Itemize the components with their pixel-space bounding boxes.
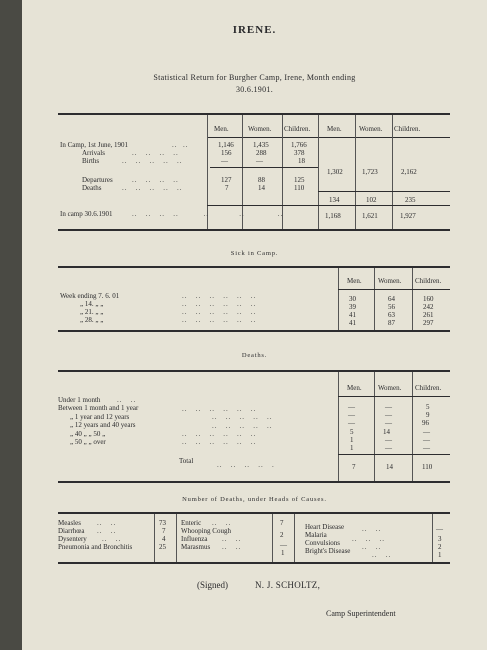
total-children: 2,162: [401, 168, 417, 176]
row-label-end: In camp 30.6.1901: [60, 210, 113, 218]
cause-value: 7: [162, 527, 166, 535]
cell: 41: [349, 319, 356, 327]
cause-label: Convulsions: [305, 539, 341, 547]
deaths-total-children: 110: [422, 463, 433, 471]
cell: 1,766: [291, 141, 307, 149]
deaths-header-women: Women.: [378, 384, 402, 392]
col-header-women: Women.: [248, 125, 272, 133]
subtracted-men: 134: [329, 196, 340, 204]
cell: 5: [426, 403, 430, 411]
cell: 9: [426, 411, 430, 419]
deaths-heading: Deaths.: [241, 352, 268, 359]
col-header-women-total: Women.: [359, 125, 383, 133]
cause-label: Whooping Cough: [181, 527, 231, 535]
cause-value: 2: [280, 531, 284, 539]
document-page: IRENE. Statistical Return for Burgher Camp, Irene, Month ending 30.6.1901. Men. Women. Children. Men. Women. Children. In Camp, 1st June, 1901 .. .. 1,146 1,435 1,766 Arrivals .. .. .. .. 156 288 378 Births .. .. .. .. .. — — 18 1,302 1,723 2,162 Departures .. .. .. .. 127 88 125 Deaths .. .. .. .. .. 7 14 110 134 102 235 In camp 30.6.1901 .. .. .. .. .. .. .. 1,168 1,621 1,927 Sick in Camp. Men. Women. Children. Week ending 7. 6. 01 .. .. .. .. .. .. 30 64 160 „ 14. „ „ .. .. .. .. .. .. 39 56 242 „ 21. „ „ .. .. .. .. .. .. 41 63 261 „ 28. „ „ .. .. .. .. .. .. 41 87 297 Deaths. Men. Women. Children. Under 1 month .. .. 5 Between 1 month and 1 year .. .. .. .. .. .. — — — — 9 „ 1 year and 12 years .. .. .. .. .. — — 96 „ 12 years and 40 years .. .. .. .. .. 5 14 — „ 40 „ „ 50 „ .. .. .. .. .. .. 1 — — „ 50 „ „ over .. .. .. .. .. .. 1 — — Total .. .. .. .. . 7 14 110 Number of Deaths, under Heads of Causes. Measles .. .. 73 Diarrhœa .. .. 7 Dysentery .. .. 4 Pneumonia and Bronchitis 25 Enteric .. .. 7 Whooping Cough 2 Influenza .. .. — Marasmus .. .. 1 Heart Disease .. .. — Malaria .. .. .. 3 Convulsions .. .. 2 Bright's Disease .. .. 1 (Signed) N. J. SCHOLTZ, Camp Superintendent: [22, 0, 487, 650]
row-label-deaths: Deaths: [82, 184, 102, 192]
total-women: 1,723: [362, 168, 378, 176]
cause-value: —: [280, 541, 287, 549]
cell: 7: [225, 184, 229, 192]
return-date: 30.6.1901.: [236, 85, 273, 94]
subtracted-children: 235: [405, 196, 416, 204]
deaths-row-label: „ 1 year and 12 years: [70, 413, 130, 421]
signatory-role: Camp Superintendent: [326, 609, 396, 618]
cause-value: 25: [159, 543, 166, 551]
cause-label: Pneumonia and Bronchitis: [58, 543, 133, 551]
causes-heading: Number of Deaths, under Heads of Causes.: [182, 496, 327, 503]
cause-value: 3: [438, 535, 442, 543]
cell: 39: [349, 303, 356, 311]
return-title: Statistical Return for Burgher Camp, Irene, Month ending: [153, 73, 356, 82]
cell: —: [348, 411, 355, 419]
cause-label: Heart Disease: [305, 523, 345, 531]
sick-header-women: Women.: [378, 277, 402, 285]
cell: 88: [258, 176, 265, 184]
row-label-arrivals: Arrivals: [82, 149, 105, 157]
subtracted-women: 102: [366, 196, 377, 204]
deaths-row-label: „ 40 „ „ 50 „: [70, 430, 106, 438]
total-men: 1,302: [327, 168, 343, 176]
cause-value: 1: [438, 551, 442, 559]
sick-row-label: „ 28. „ „: [80, 316, 104, 324]
cause-label: Diarrhœa: [58, 527, 85, 535]
cause-label: Measles: [58, 519, 81, 527]
row-label-in-camp: In Camp, 1st June, 1901: [60, 141, 129, 149]
cell: —: [256, 157, 263, 165]
cell: 30: [349, 295, 356, 303]
sick-heading: Sick in Camp.: [230, 250, 279, 257]
cause-label: Malaria: [305, 531, 327, 539]
sick-row-label: „ 21. „ „: [80, 308, 104, 316]
cell: 160: [423, 295, 434, 303]
deaths-header-men: Men.: [347, 384, 362, 392]
cell: 18: [298, 157, 305, 165]
row-label-departures: Departures: [82, 176, 113, 184]
cell: 1,435: [253, 141, 269, 149]
deaths-row-label: „ 12 years and 40 years: [70, 421, 136, 429]
col-header-men-total: Men.: [327, 125, 342, 133]
cell: 378: [294, 149, 305, 157]
signatory-name: N. J. SCHOLTZ,: [255, 580, 321, 590]
cell: —: [385, 444, 392, 452]
cell: 288: [256, 149, 267, 157]
cell: 14: [258, 184, 265, 192]
cell: 5: [350, 428, 354, 436]
cell: 127: [221, 176, 232, 184]
row-label-births: Births: [82, 157, 100, 165]
cause-value: 2: [438, 543, 442, 551]
cause-value: —: [436, 525, 443, 533]
cell: 110: [294, 184, 305, 192]
deaths-total-label: Total: [179, 457, 194, 465]
sick-row-label: Week ending 7. 6. 01: [60, 292, 120, 300]
col-header-men: Men.: [214, 125, 229, 133]
cell: 56: [388, 303, 395, 311]
cell: —: [423, 428, 430, 436]
cell: 1: [350, 444, 354, 452]
sick-header-men: Men.: [347, 277, 362, 285]
cell: 96: [422, 419, 429, 427]
cell: —: [385, 411, 392, 419]
cause-value: 7: [280, 519, 284, 527]
deaths-total-women: 14: [386, 463, 393, 471]
cause-value: 73: [159, 519, 166, 527]
deaths-row-label: Under 1 month: [58, 396, 101, 404]
cell: —: [423, 436, 430, 444]
deaths-row-label: Between 1 month and 1 year: [58, 404, 139, 412]
col-header-children-total: Children.: [394, 125, 421, 133]
cell: 1,146: [218, 141, 234, 149]
cell: 156: [221, 149, 232, 157]
cell: —: [385, 419, 392, 427]
cell: —: [385, 436, 392, 444]
sick-header-children: Children.: [415, 277, 442, 285]
end-children: 1,927: [400, 212, 416, 220]
col-header-children: Children.: [284, 125, 311, 133]
cell: 87: [388, 319, 395, 327]
end-men: 1,168: [325, 212, 341, 220]
cell: 1: [350, 436, 354, 444]
cause-label: Enteric: [181, 519, 202, 527]
cell: 64: [388, 295, 395, 303]
cause-value: 1: [281, 549, 285, 557]
cause-label: Dysentery: [58, 535, 87, 543]
deaths-header-children: Children.: [415, 384, 442, 392]
cell: 41: [349, 311, 356, 319]
page-title: IRENE.: [232, 24, 277, 36]
cause-label: Marasmus: [181, 543, 211, 551]
cause-value: 4: [162, 535, 166, 543]
cell: —: [348, 403, 355, 411]
cell: 242: [423, 303, 434, 311]
cause-label: Influenza: [181, 535, 208, 543]
cell: —: [348, 419, 355, 427]
cause-label: Bright's Disease: [305, 547, 351, 555]
cell: —: [385, 403, 392, 411]
cell: 261: [423, 311, 434, 319]
deaths-row-label: „ 50 „ „ over: [70, 438, 106, 446]
sick-row-label: „ 14. „ „: [80, 300, 104, 308]
cell: 14: [383, 428, 390, 436]
cell: —: [221, 157, 228, 165]
signed-label: (Signed): [197, 580, 228, 590]
cell: —: [423, 444, 430, 452]
cell: 297: [423, 319, 434, 327]
deaths-total-men: 7: [352, 463, 356, 471]
cell: 63: [388, 311, 395, 319]
end-women: 1,621: [362, 212, 378, 220]
cell: 125: [294, 176, 305, 184]
